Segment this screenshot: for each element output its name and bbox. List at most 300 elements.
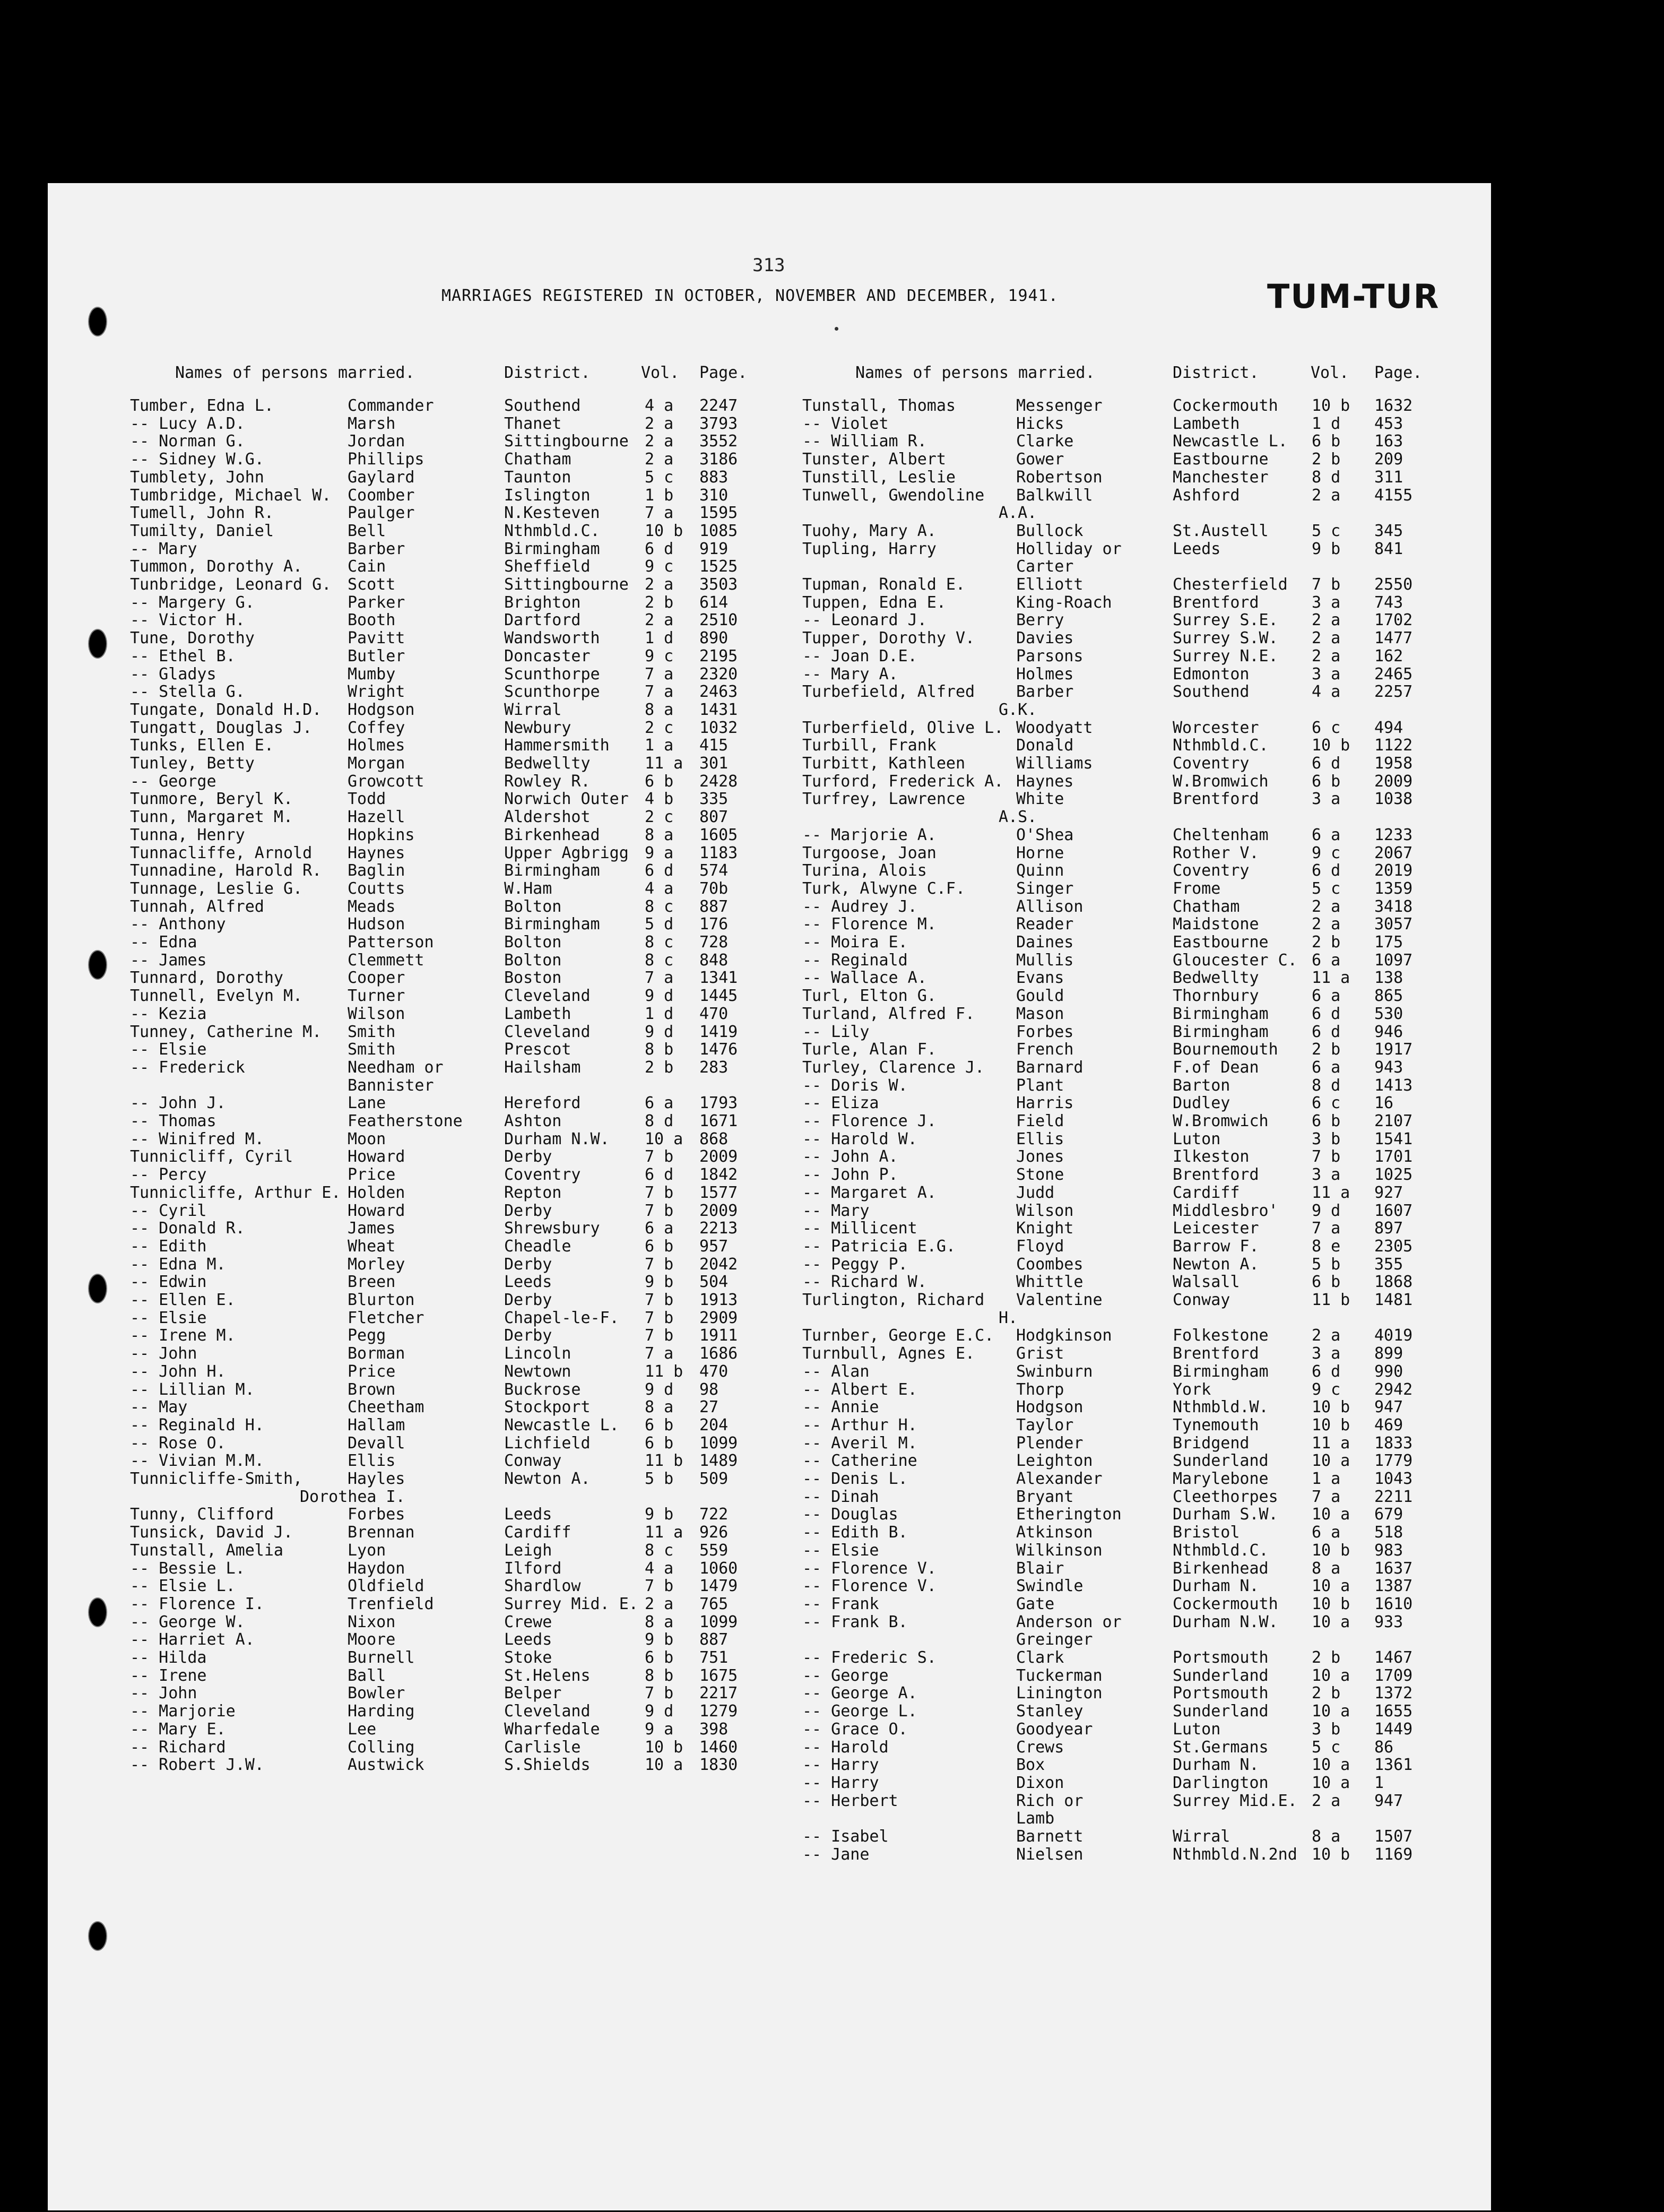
entry-volume: 8 d <box>1312 1076 1341 1095</box>
entry-spouse: Williams <box>1016 754 1093 773</box>
entry-volume: 2 a <box>645 611 674 630</box>
entry-name: -- Frederick <box>130 1058 245 1077</box>
entry-district: Nthmbld.W. <box>1173 1398 1269 1417</box>
entry-spouse: Singer <box>1016 879 1074 898</box>
entry-district: Hailsham <box>504 1058 581 1077</box>
entry-spouse: Brown <box>348 1380 396 1399</box>
entry-spouse: Hazell <box>348 808 405 827</box>
entry-name: Tunstall, Amelia <box>130 1541 283 1560</box>
entry-volume: 7 a <box>645 682 674 702</box>
entry-page: 947 <box>1374 1398 1403 1417</box>
entry-spouse: Clark <box>1016 1648 1064 1667</box>
entry-name: Tumell, John R. <box>130 504 274 523</box>
entry-district: Dartford <box>504 611 581 630</box>
entry-district: Birkenhead <box>1173 1559 1269 1578</box>
entry-volume: 9 b <box>1312 539 1341 558</box>
entry-spouse: Gower <box>1016 450 1064 469</box>
entry-page: 335 <box>699 790 729 809</box>
entry-name: -- Denis L. <box>802 1470 908 1488</box>
entry-spouse: Hudson <box>348 915 405 934</box>
entry-page: 2465 <box>1374 664 1413 684</box>
entry-name: -- Douglas <box>802 1505 898 1524</box>
entry-volume: 2 a <box>645 414 674 433</box>
entry-spouse: Harris <box>1016 1094 1074 1113</box>
entry-name: -- Doris W. <box>802 1076 908 1095</box>
entry-spouse: Plant <box>1016 1076 1064 1095</box>
binder-hole <box>88 307 107 336</box>
entry-name: -- Edith B. <box>802 1523 908 1542</box>
entry-spouse: Todd <box>348 790 386 809</box>
entry-district: Lambeth <box>504 1004 571 1023</box>
register-entry <box>0 1166 1664 1184</box>
entry-volume: 2 a <box>1312 915 1341 934</box>
entry-spouse: Price <box>348 1362 396 1381</box>
entry-volume: 2 a <box>1312 646 1341 666</box>
entry-page: 751 <box>699 1648 729 1667</box>
entry-spouse: Dixon <box>1016 1773 1064 1792</box>
entry-page: 3057 <box>1374 915 1413 934</box>
entry-district: Taunton <box>504 468 571 487</box>
entry-district: Scunthorpe <box>504 664 600 684</box>
entry-page: 1481 <box>1374 1291 1413 1309</box>
register-entry <box>0 1452 1664 1470</box>
entry-name: Tunnicliffe-Smith, <box>130 1470 303 1488</box>
entry-district: Chesterfield <box>1173 575 1288 594</box>
entry-district: Derby <box>504 1255 552 1274</box>
entry-volume: 8 a <box>645 1612 674 1631</box>
entry-spouse: Moore <box>348 1630 396 1649</box>
entry-name: -- Florence J. <box>802 1112 937 1130</box>
entry-page: 1671 <box>699 1112 738 1130</box>
entry-volume: 6 c <box>1312 718 1341 737</box>
entry-volume: 7 b <box>645 1308 674 1327</box>
entry-district: Portsmouth <box>1173 1648 1269 1667</box>
entry-spouse: Lane <box>348 1094 386 1113</box>
register-entry <box>0 666 1664 684</box>
register-entry <box>0 1542 1664 1560</box>
entry-district: Birmingham <box>1173 1362 1269 1381</box>
entry-page: 1419 <box>699 1022 738 1041</box>
entry-spouse: Parker <box>348 593 405 612</box>
entry-spouse: Holliday or <box>1016 539 1122 558</box>
entry-district: Birmingham <box>504 539 600 558</box>
entry-page: 1372 <box>1374 1684 1413 1703</box>
entry-spouse: Plender <box>1016 1433 1084 1453</box>
entry-spouse: Colling <box>348 1738 415 1757</box>
entry-name: Tunmore, Beryl K. <box>130 790 293 809</box>
entry-district: Newcastle L. <box>504 1415 619 1435</box>
register-entry <box>0 1435 1664 1453</box>
register-entry <box>0 1506 1664 1524</box>
entry-page: 1122 <box>1374 736 1413 755</box>
entry-name: Tunnadine, Harold R. <box>130 861 322 880</box>
register-entry <box>0 1202 1664 1220</box>
entry-spouse: Coutts <box>348 879 405 898</box>
entry-volume: 3 a <box>1312 1165 1341 1185</box>
entry-page: 398 <box>699 1720 729 1739</box>
entry-district: Durham N.W. <box>1173 1612 1278 1631</box>
entry-page: 530 <box>1374 1004 1403 1023</box>
entry-name: Tumber, Edna L. <box>130 396 274 415</box>
entry-volume: 5 c <box>645 468 674 487</box>
entry-district: Cockermouth <box>1173 1594 1278 1613</box>
register-entry <box>0 540 1664 558</box>
entry-page: 1779 <box>1374 1451 1413 1471</box>
entry-volume: 9 d <box>645 987 674 1006</box>
entry-page: 470 <box>699 1004 729 1023</box>
entry-volume: 1 b <box>645 486 674 505</box>
entry-page: 1655 <box>1374 1702 1413 1721</box>
entry-volume: 2 a <box>1312 486 1341 505</box>
entry-name: -- Elsie <box>802 1541 879 1560</box>
entry-name: -- John P. <box>802 1165 898 1185</box>
entry-spouse: Mullis <box>1016 951 1074 970</box>
entry-name: -- Reginald H. <box>130 1415 264 1435</box>
entry-district: Bolton <box>504 933 562 952</box>
entry-name: -- Elsie <box>130 1040 207 1059</box>
entry-page: 1279 <box>699 1702 738 1721</box>
entry-page: 926 <box>699 1523 729 1542</box>
entry-volume: 8 b <box>645 1666 674 1685</box>
entry-page: 2009 <box>1374 772 1413 791</box>
entry-name: -- Averil M. <box>802 1433 917 1453</box>
entry-page: 1183 <box>699 843 738 862</box>
register-entry <box>0 469 1664 487</box>
register-entry <box>0 647 1664 666</box>
entry-page: 1913 <box>699 1291 738 1309</box>
entry-name: -- Harry <box>802 1756 879 1775</box>
entry-name: -- Lillian M. <box>130 1380 255 1399</box>
entry-volume: 9 a <box>645 1720 674 1739</box>
entry-volume: 9 c <box>1312 843 1341 862</box>
entry-district: Nthmbld.C. <box>504 521 600 540</box>
register-entry <box>0 808 1664 826</box>
header-names: Names of persons married. <box>855 364 1095 382</box>
entry-page: 1169 <box>1374 1845 1413 1864</box>
register-entry <box>0 1345 1664 1363</box>
entry-page: 1479 <box>699 1577 738 1596</box>
entry-name: -- Stella G. <box>130 682 245 702</box>
entry-name: -- Robert J.W. <box>130 1756 264 1775</box>
entry-spouse: Haynes <box>1016 772 1074 791</box>
entry-spouse: Wilson <box>348 1004 405 1023</box>
entry-volume: 6 d <box>1312 754 1341 773</box>
entry-district: Stockport <box>504 1398 591 1417</box>
entry-name: -- Mary A. <box>802 664 898 684</box>
entry-page: 345 <box>1374 521 1403 540</box>
header-vol: Vol. <box>1311 364 1349 382</box>
entry-name: -- John H. <box>130 1362 226 1381</box>
entry-page: 469 <box>1374 1415 1403 1435</box>
register-entry <box>0 1828 1664 1846</box>
entry-spouse: Smith <box>348 1022 396 1041</box>
register-entry <box>0 719 1664 737</box>
entry-volume: 8 c <box>645 951 674 970</box>
entry-page: 70b <box>699 879 729 898</box>
entry-volume: 9 c <box>645 646 674 666</box>
entry-spouse: Taylor <box>1016 1415 1074 1435</box>
entry-spouse: Marsh <box>348 414 396 433</box>
index-range: TUM-TUR <box>1267 277 1440 316</box>
entry-name: Turlington, Richard <box>802 1291 985 1309</box>
entry-district: Surrey Mid. E. <box>504 1594 638 1613</box>
entry-spouse: Stone <box>1016 1165 1064 1185</box>
entry-district: W.Bromwich <box>1173 1112 1269 1130</box>
entry-spouse: Donald <box>1016 736 1074 755</box>
entry-spouse: Cain <box>348 557 386 576</box>
entry-name: Tumilty, Daniel <box>130 521 274 540</box>
entry-page: 3793 <box>699 414 738 433</box>
entry-spouse: Patterson <box>348 933 434 952</box>
entry-volume: 11 a <box>1312 1183 1350 1202</box>
entry-volume: 7 a <box>645 504 674 523</box>
entry-name: Tuppen, Edna E. <box>802 593 946 612</box>
entry-district: Conway <box>504 1451 562 1471</box>
entry-page: 919 <box>699 539 729 558</box>
entry-name: Turbill, Frank <box>802 736 937 755</box>
entry-spouse: Field <box>1016 1112 1064 1130</box>
entry-name: Tumbridge, Michael W. <box>130 486 332 505</box>
entry-page: 283 <box>699 1058 729 1077</box>
entry-name: -- Harold W. <box>802 1129 917 1148</box>
register-entry <box>0 987 1664 1005</box>
entry-volume: 10 b <box>1312 1541 1350 1560</box>
entry-district: Ilford <box>504 1559 562 1578</box>
entry-spouse: Valentine <box>1016 1291 1103 1309</box>
entry-volume: 6 b <box>1312 432 1341 451</box>
register-entry <box>0 755 1664 773</box>
entry-volume: 8 d <box>1312 468 1341 487</box>
entry-district: Sunderland <box>1173 1666 1269 1685</box>
entry-spouse: Atkinson <box>1016 1523 1093 1542</box>
entry-district: N.Kesteven <box>504 504 600 523</box>
entry-name: Tunstill, Leslie <box>802 468 956 487</box>
entry-name: -- Winifred M. <box>130 1129 264 1148</box>
entry-name: H. <box>999 1308 1018 1327</box>
entry-volume: 10 a <box>1312 1756 1350 1775</box>
entry-page: 16 <box>1374 1094 1394 1113</box>
entry-spouse: Hayles <box>348 1470 405 1488</box>
entry-page: 1610 <box>1374 1594 1413 1613</box>
entry-volume: 4 a <box>645 879 674 898</box>
entry-district: Prescot <box>504 1040 571 1059</box>
register-entry <box>0 1488 1664 1506</box>
register-entry <box>0 1112 1664 1130</box>
entry-name: -- George <box>802 1666 889 1685</box>
entry-district: Newton A. <box>504 1470 591 1488</box>
entry-page: 957 <box>699 1237 729 1256</box>
entry-page: 2009 <box>699 1201 738 1220</box>
entry-page: 1577 <box>699 1183 738 1202</box>
entry-district: Durham N.W. <box>504 1129 610 1148</box>
entry-name: -- Lucy A.D. <box>130 414 245 433</box>
entry-volume: 7 b <box>645 1147 674 1167</box>
entry-volume: 10 a <box>645 1129 683 1148</box>
entry-spouse: Barnett <box>1016 1827 1084 1846</box>
entry-page: 1060 <box>699 1559 738 1578</box>
entry-name: -- Mary <box>802 1201 870 1220</box>
register-entry <box>0 1005 1664 1023</box>
entry-spouse: Mumby <box>348 664 396 684</box>
entry-volume: 6 a <box>1312 987 1341 1006</box>
entry-district: Hereford <box>504 1094 581 1113</box>
entry-district: Birmingham <box>1173 1004 1269 1023</box>
entry-volume: 10 b <box>1312 1594 1350 1613</box>
entry-spouse: Nielsen <box>1016 1845 1084 1864</box>
entry-name: -- Ethel B. <box>130 646 236 666</box>
entry-volume: 2 b <box>645 593 674 612</box>
entry-district: Islington <box>504 486 591 505</box>
entry-name: -- Dinah <box>802 1487 879 1506</box>
entry-district: Surrey S.E. <box>1173 611 1278 630</box>
entry-volume: 8 a <box>1312 1827 1341 1846</box>
register-entry <box>0 1667 1664 1685</box>
entry-district: Barrow F. <box>1173 1237 1259 1256</box>
entry-spouse: Goodyear <box>1016 1720 1093 1739</box>
entry-district: Sunderland <box>1173 1702 1269 1721</box>
entry-volume: 8 b <box>645 1040 674 1059</box>
register-entry <box>0 433 1664 451</box>
entry-volume: 6 d <box>645 861 674 880</box>
entry-name: Tunnard, Dorothy <box>130 969 283 988</box>
entry-spouse: King-Roach <box>1016 593 1112 612</box>
entry-spouse: Cooper <box>348 969 405 988</box>
entry-name: Tunney, Catherine M. <box>130 1022 322 1041</box>
entry-spouse: Oldfield <box>348 1577 424 1596</box>
entry-page: 415 <box>699 736 729 755</box>
entry-page: 138 <box>1374 969 1403 988</box>
entry-spouse: Wheat <box>348 1237 396 1256</box>
entry-name: -- Violet <box>802 414 889 433</box>
entry-spouse: Quinn <box>1016 861 1064 880</box>
entry-page: 2463 <box>699 682 738 702</box>
entry-page: 841 <box>1374 539 1403 558</box>
entry-district: Newbury <box>504 718 571 737</box>
entry-spouse: Evans <box>1016 969 1064 988</box>
entry-name: -- Edna <box>130 933 197 952</box>
entry-volume: 6 b <box>645 1415 674 1435</box>
entry-name: -- George L. <box>802 1702 917 1721</box>
entry-page: 1709 <box>1374 1666 1413 1685</box>
entry-district: Dudley <box>1173 1094 1230 1113</box>
register-entry <box>0 1148 1664 1166</box>
entry-name: Tunny, Clifford <box>130 1505 274 1524</box>
entry-volume: 7 a <box>645 1344 674 1363</box>
entry-page: 1431 <box>699 700 738 719</box>
entry-name: -- Marjorie A. <box>802 825 937 844</box>
entry-name: Tumblety, John <box>130 468 264 487</box>
entry-page: 2550 <box>1374 575 1413 594</box>
entry-district: Brentford <box>1173 790 1259 809</box>
register-entry <box>0 790 1664 808</box>
entry-district: S.Shields <box>504 1756 591 1775</box>
entry-district: W.Bromwich <box>1173 772 1269 791</box>
entry-volume: 11 a <box>645 754 683 773</box>
entry-spouse: Haynes <box>348 843 405 862</box>
entry-district: Marylebone <box>1173 1470 1269 1488</box>
entry-spouse: Wilkinson <box>1016 1541 1103 1560</box>
entry-volume: 6 b <box>645 1433 674 1453</box>
entry-name: -- Donald R. <box>130 1219 245 1238</box>
entry-name: Turfrey, Lawrence <box>802 790 966 809</box>
entry-district: St.Helens <box>504 1666 591 1685</box>
entry-district: Birmingham <box>504 861 600 880</box>
entry-spouse: James <box>348 1219 396 1238</box>
entry-volume: 2 a <box>645 450 674 469</box>
entry-name: -- Arthur H. <box>802 1415 917 1435</box>
entry-district: Bridgend <box>1173 1433 1250 1453</box>
entry-page: 98 <box>699 1380 719 1399</box>
entry-page: 1686 <box>699 1344 738 1363</box>
entry-name: -- Margaret A. <box>802 1183 937 1202</box>
entry-page: 947 <box>1374 1791 1403 1810</box>
entry-name: -- Kezia <box>130 1004 207 1023</box>
entry-district: Maidstone <box>1173 915 1259 934</box>
entry-volume: 9 c <box>1312 1380 1341 1399</box>
entry-name: Tungatt, Douglas J. <box>130 718 313 737</box>
entry-name: Tunnage, Leslie G. <box>130 879 303 898</box>
entry-volume: 6 a <box>1312 951 1341 970</box>
entry-district: Durham N. <box>1173 1577 1259 1596</box>
entry-district: Shrewsbury <box>504 1219 600 1238</box>
register-entry <box>0 826 1664 844</box>
entry-district: Surrey N.E. <box>1173 646 1278 666</box>
entry-volume: 7 a <box>645 664 674 684</box>
entry-district: Norwich Outer <box>504 790 629 809</box>
entry-spouse: Price <box>348 1165 396 1185</box>
entry-spouse: Clarke <box>1016 432 1074 451</box>
register-entry <box>0 737 1664 755</box>
entry-page: 311 <box>1374 468 1403 487</box>
entry-name: -- Isabel <box>802 1827 889 1846</box>
entry-page: 209 <box>1374 450 1403 469</box>
entry-volume: 1 d <box>1312 414 1341 433</box>
register-entry <box>0 558 1664 576</box>
entry-spouse: Brennan <box>348 1523 415 1542</box>
entry-district: Rother V. <box>1173 843 1259 862</box>
register-entry <box>0 1273 1664 1291</box>
entry-name: -- Percy <box>130 1165 207 1185</box>
entry-page: 86 <box>1374 1738 1394 1757</box>
entry-district: Durham S.W. <box>1173 1505 1278 1524</box>
entry-name: -- Patricia E.G. <box>802 1237 956 1256</box>
entry-spouse: Featherstone <box>348 1112 463 1130</box>
entry-spouse: Hallam <box>348 1415 405 1435</box>
entry-name: -- John <box>130 1684 197 1703</box>
entry-volume: 10 b <box>645 1738 683 1757</box>
entry-volume: 7 b <box>645 1183 674 1202</box>
entry-district: Aldershot <box>504 808 591 827</box>
entry-page: 470 <box>699 1362 729 1381</box>
register-entry <box>0 701 1664 719</box>
entry-page: 887 <box>699 1630 729 1649</box>
entry-name: -- Lily <box>802 1022 870 1041</box>
entry-name: Tune, Dorothy <box>130 629 255 648</box>
entry-page: 1842 <box>699 1165 738 1185</box>
entry-spouse: Needham or <box>348 1058 444 1077</box>
register-entry <box>0 504 1664 522</box>
entry-page: 2019 <box>1374 861 1413 880</box>
entry-name: -- Audrey J. <box>802 897 917 916</box>
entry-district: Thornbury <box>1173 987 1259 1006</box>
entry-spouse: Whittle <box>1016 1273 1084 1292</box>
entry-district: Wirral <box>1173 1827 1230 1846</box>
entry-page: 728 <box>699 933 729 952</box>
entry-district: Cheltenham <box>1173 825 1269 844</box>
entry-name: -- Joan D.E. <box>802 646 917 666</box>
entry-spouse: Blurton <box>348 1291 415 1309</box>
entry-page: 3552 <box>699 432 738 451</box>
